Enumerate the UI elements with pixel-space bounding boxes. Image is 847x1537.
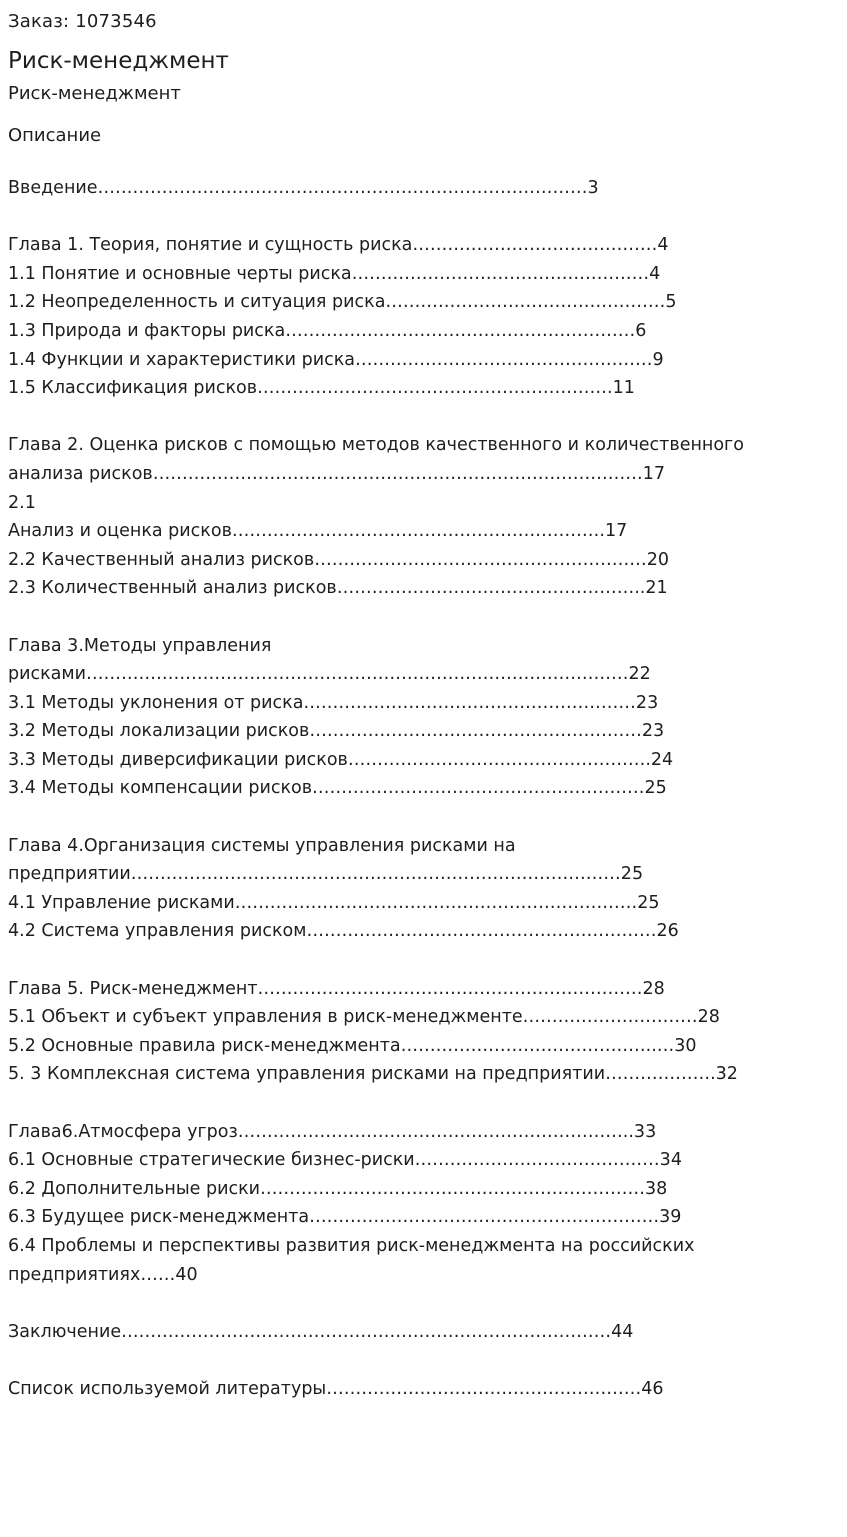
toc-spacer [8,1346,839,1375]
toc-conclusion: Заключение…………………………………………………………………………44 [8,1321,634,1342]
toc-item-number: 2.1 [8,492,36,513]
toc-spacer [8,203,839,232]
toc-item: 6.1 Основные стратегические бизнес-риски……………………………………34 [8,1150,682,1171]
toc-item: 3.2 Методы локализации рисков…………………………………………………23 [8,721,665,742]
toc-chapter-heading: Глава 3.Методы управления [8,635,272,656]
toc-spacer [8,1089,839,1118]
toc-chapter-4 [8,832,839,946]
toc-spacer [8,403,839,432]
toc-item: 5.1 Объект и субъект управления в риск-менеджменте…………………………28 [8,1007,720,1028]
toc-item: 2.3 Количественный анализ рисков……………………………………………..21 [8,578,668,599]
toc-chapter-6 [8,1118,839,1290]
toc-chapter-heading-cont: рисками…………………………………………………………………………………22 [8,664,651,685]
toc-chapter-heading: Глава 4.Организация системы управления рисками на [8,835,516,856]
toc-chapter-heading-cont: анализа рисков…………………………………………………………………………17 [8,463,666,484]
page-title: Риск-менеджмент [8,48,229,74]
toc-item: 2.2 Качественный анализ рисков…………………………………………………20 [8,549,669,570]
toc-item: 4.2 Система управления риском……………………………………………………26 [8,921,679,942]
toc-chapter-heading: Глава 5. Риск-менеджмент…………………………………………………………28 [8,978,665,999]
toc-chapter-1 [8,231,839,403]
toc-item: Анализ и оценка рисков……………………………………………………….17 [8,521,628,542]
toc-chapter-heading: Глава 1. Теория, понятие и сущность риска……………………………………4 [8,235,669,256]
toc-spacer [8,1289,839,1318]
toc-item: 6.3 Будущее риск-менеджмента……………………………………………………39 [8,1207,682,1228]
table-of-contents [8,174,839,1404]
description-heading: Описание [8,125,102,146]
toc-item: 1.4 Функции и характеристики риска……………………………………………9 [8,349,664,370]
toc-item: 3.1 Методы уклонения от риска…………………………………………………23 [8,692,659,713]
toc-chapter-3 [8,632,839,804]
toc-item: 5. 3 Комплексная система управления рисками на предприятии……………….32 [8,1064,738,1085]
toc-intro: Введение…………………………………………………………………………3 [8,178,599,198]
toc-item: 3.4 Методы компенсации рисков…………………………………………………25 [8,778,667,799]
toc-spacer [8,946,839,975]
subtitle: Риск-менеджмент [8,83,181,104]
toc-item: 1.5 Классификация рисков…………………………………………………….11 [8,378,635,399]
toc-item: 1.2 Неопределенность и ситуация риска…………………………………………5 [8,292,677,313]
toc-item: 5.2 Основные правила риск-менеджмента……………………………………..…30 [8,1035,697,1056]
toc-item: 6.2 Дополнительные риски…………………………………………………………38 [8,1178,668,1199]
toc-chapter-heading-cont: предприятии…………………………………………………………………………25 [8,864,644,885]
toc-spacer [8,803,839,832]
toc-item: 1.3 Природа и факторы риска……………………………………………………6 [8,320,647,341]
toc-item: 1.1 Понятие и основные черты риска……………………………………………4 [8,263,661,284]
toc-chapter-5 [8,975,839,1089]
toc-item-cont: предприятиях……40 [8,1264,198,1285]
toc-chapter-2 [8,431,839,603]
toc-chapter-heading: Глава6.Атмосфера угроз…………………………………………………………..33 [8,1121,657,1142]
toc-item: 3.3 Методы диверсификации рисков…………………………………………….24 [8,749,674,770]
toc-chapter-heading: Глава 2. Оценка рисков с помощью методов качественного и количественного [8,435,744,456]
order-number: Заказ: 1073546 [8,11,157,32]
toc-item: 4.1 Управление рисками……………………………………………………………25 [8,892,660,913]
toc-spacer [8,603,839,632]
toc-item: 6.4 Проблемы и перспективы развития риск-менеджмента на российских [8,1235,695,1256]
toc-bibliography: Список используемой литературы………………………………………………46 [8,1378,664,1399]
